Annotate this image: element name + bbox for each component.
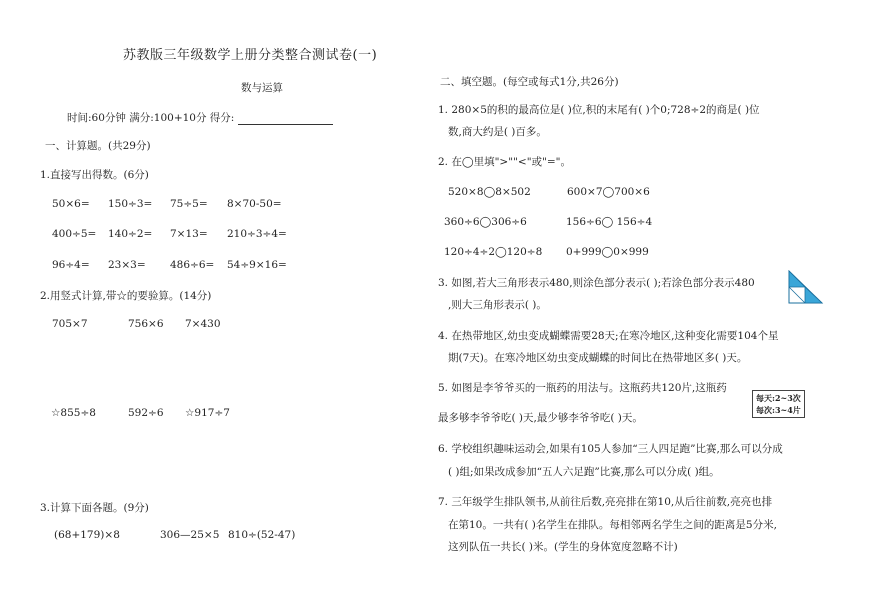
medicine-label-box — [752, 390, 805, 418]
r-q2-item: 0+999◯0×999 — [566, 246, 649, 258]
q3-item: 306—25×5 — [160, 529, 220, 541]
exam-info-text: 时间:60分钟 满分:100+10分 得分: — [67, 112, 235, 124]
q2-item: 7×430 — [185, 318, 221, 330]
r-q2-item: 120÷4÷2◯120÷8 — [444, 246, 543, 258]
r-q1-line1: 1. 280×5的积的最高位是( )位,积的末尾有( )个0;728÷2的商是( )位 — [438, 104, 760, 116]
r-q1-line2: 数,商大约是( )百多。 — [448, 126, 547, 138]
q2-item: ☆855÷8 — [51, 407, 96, 419]
q1-label: 1.直接写出得数。(6分) — [40, 169, 149, 181]
q1-item: 486÷6= — [170, 259, 215, 271]
q2-label: 2.用竖式计算,带☆的要验算。(14分) — [40, 290, 212, 302]
triangle-shaded-top — [789, 271, 805, 287]
r-q2-item: 360÷6◯306÷6 — [444, 216, 527, 228]
page-subtitle: 数与运算 — [241, 82, 283, 94]
q1-item: 54÷9×16= — [227, 259, 287, 271]
r-q4-line2: 期(7天)。在寒冷地区幼虫变成蝴蝶的时间比在热带地区多( )天。 — [448, 352, 748, 364]
q1-item: 7×13= — [170, 228, 208, 240]
r-q5-line1: 5. 如图是李爷爷买的一瓶药的用法与。这瓶药共120片,这瓶药 — [438, 382, 727, 394]
r-q5-line2: 最多够李爷爷吃( )天,最少够李爷爷吃( )天。 — [438, 412, 643, 424]
r-q2-label: 2. 在◯里填">""<"或"="。 — [438, 156, 571, 168]
r-q2-item: 600×7◯700×6 — [567, 186, 650, 198]
r-q6-line2: ( )组;如果改成参加“五人六足跑”比赛,那么可以分成( )组。 — [448, 466, 720, 478]
q2-item: ☆917÷7 — [185, 407, 230, 419]
q2-item: 756×6 — [128, 318, 164, 330]
r-q2-item: 156÷6◯ 156÷4 — [566, 216, 653, 228]
q2-item: 705×7 — [52, 318, 88, 330]
q1-item: 23×3= — [108, 259, 146, 271]
q1-item: 96÷4= — [52, 259, 90, 271]
r-q7-line2: 在第10。一共有( )名学生在排队。每相邻两名学生之间的距离是5分米, — [448, 519, 777, 531]
section-2-heading: 二、填空题。(每空或每式1分,共26分) — [440, 76, 619, 88]
q3-label: 3.计算下面各题。(9分) — [40, 502, 149, 514]
r-q2-item: 520×8◯8×502 — [448, 186, 531, 198]
q1-item: 150÷3= — [108, 198, 153, 210]
q3-item: (68+179)×8 — [54, 529, 120, 541]
q1-item: 8×70-50= — [227, 198, 282, 210]
page-title: 苏教版三年级数学上册分类整合测试卷(一) — [123, 48, 378, 63]
triangle-shaded-bottom — [805, 287, 822, 303]
q1-item: 400÷5= — [52, 228, 97, 240]
q2-item: 592÷6 — [128, 407, 164, 419]
r-q3-line1: 3. 如图,若大三角形表示480,则涂色部分表示( );若涂色部分表示480 — [438, 277, 755, 289]
q1-item: 140÷2= — [108, 228, 153, 240]
r-q7-line1: 7. 三年级学生排队领书,从前往后数,亮亮排在第10,从后往前数,亮亮也排 — [438, 496, 773, 508]
q1-item: 75÷5= — [170, 198, 208, 210]
score-blank — [238, 114, 333, 125]
triangle-figure — [788, 270, 824, 304]
r-q7-line3: 这列队伍一共长( )米。(学生的身体宽度忽略不计) — [448, 541, 678, 553]
q1-item: 50×6= — [52, 198, 90, 210]
medicine-line-2: 每次:3~4片 — [756, 405, 801, 415]
r-q3-line2: ,则大三角形表示( )。 — [448, 299, 547, 311]
r-q4-line1: 4. 在热带地区,幼虫变成蝴蝶需要28天;在寒冷地区,这种变化需要104个星 — [438, 330, 779, 342]
medicine-line-1: 每天:2~3次 — [756, 393, 801, 403]
exam-info — [67, 110, 333, 125]
q1-item: 210÷3÷4= — [227, 228, 287, 240]
r-q6-line1: 6. 学校组织趣味运动会,如果有105人参加“三人四足跑”比赛,那么可以分成 — [438, 443, 783, 455]
q3-item: 810÷(52-47) — [228, 529, 296, 541]
section-1-heading: 一、计算题。(共29分) — [45, 140, 151, 152]
